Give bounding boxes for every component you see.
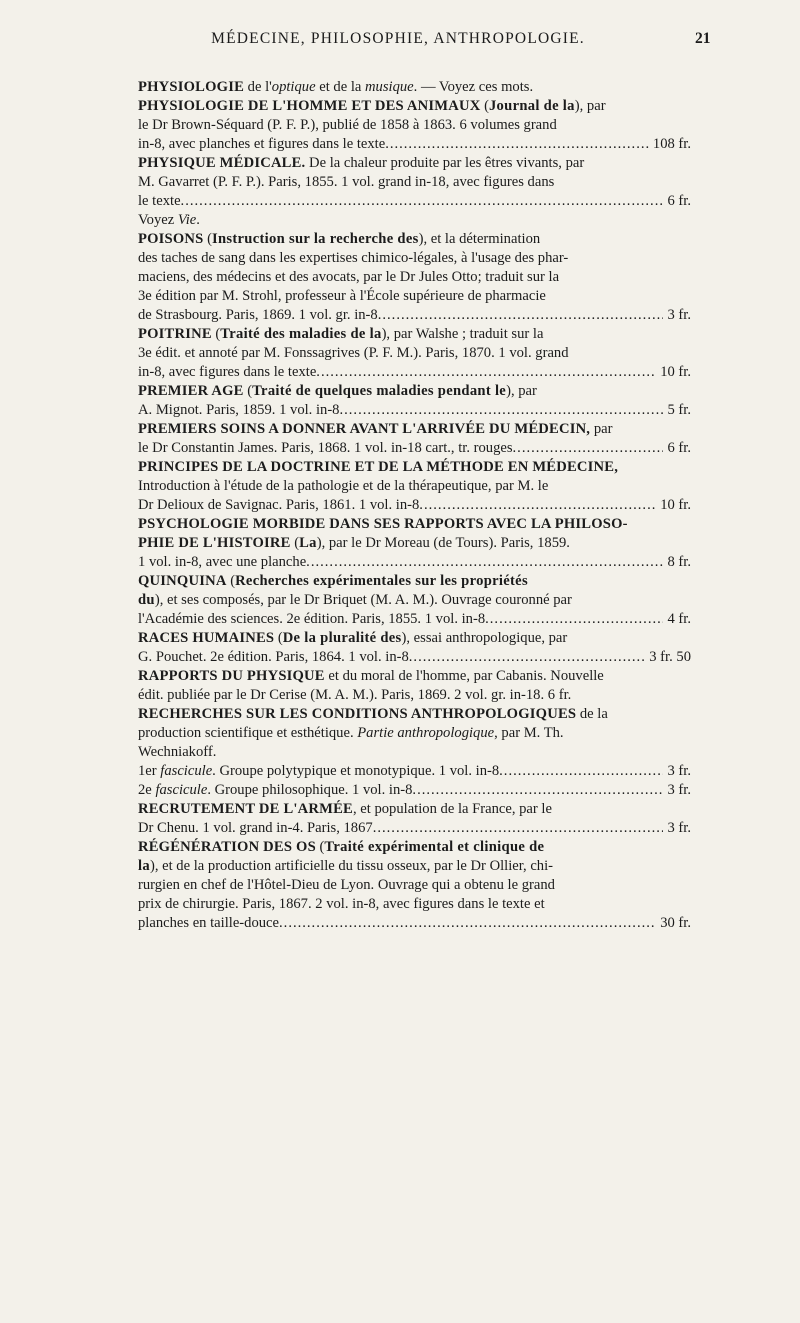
catalog-entry: RECHERCHES SUR LES CONDITIONS ANTHROPOLOGIQUES de la production scientifique et esthétique. Partie anthropologique, par M. Th. Wechniakoff. 1er fascicule. Groupe polytypique et monotypique. 1 vol. in-8 ..... 3 fr. 2e fascicule. Groupe philosophique. 1 vol. in-8 ..... 3 fr. — [138, 705, 691, 800]
catalog-entry: RAPPORTS DU PHYSIQUE et du moral de l'homme, par Cabanis. Nouvelle édit. publiée par le Dr Cerise (M. A. M.). Paris, 1869. 2 vol. gr. in-18. 6 fr. — [138, 668, 604, 703]
entry-headword: RECHERCHES SUR LES CONDITIONS ANTHROPOLOGIQUES — [138, 706, 577, 722]
entry-price: 30 fr. — [660, 915, 691, 931]
catalog-entries — [138, 78, 691, 933]
entry-price: 8 fr. — [667, 554, 691, 570]
entry-headword: PREMIER AGE — [138, 383, 244, 399]
entry-headword: PHYSIOLOGIE — [138, 79, 245, 95]
entry-headword: QUINQUINA — [138, 573, 227, 589]
entry-price: 6 fr. — [667, 193, 691, 209]
entry-headword: PRINCIPES DE LA DOCTRINE ET DE LA MÉTHODE EN MÉDECINE, — [138, 459, 619, 475]
entry-headword: RAPPORTS DU PHYSIQUE — [138, 668, 325, 684]
catalog-entry: PREMIER AGE (Traité de quelques maladies pendant le), par A. Mignot. Paris, 1859. 1 vol. in-8 ..... 5 fr. — [138, 382, 691, 420]
catalog-entry: RÉGÉNÉRATION DES OS (Traité expérimental et clinique de la), et de la production artificielle du tissu osseux, par le Dr Ollier, chi- rurgien en chef de l'Hôtel-Dieu de Lyon. Ouvrage qui a obtenu le grand prix de chirurgie. Paris, 1867. 2 vol. in-8, avec figures dans le texte et planches en taille-douce ..... 30 fr. — [138, 838, 691, 933]
entry-price: 3 fr. — [667, 307, 691, 323]
entry-price: 3 fr. 50 — [649, 649, 691, 665]
entry-price: 3 fr. — [667, 782, 691, 798]
catalog-entry: PHYSIOLOGIE de l'optique et de la musique. — Voyez ces mots. — [138, 79, 534, 95]
catalog-entry: RACES HUMAINES (De la pluralité des), essai anthropologique, par G. Pouchet. 2e édition. Paris, 1864. 1 vol. in-8 ..... 3 fr. 50 — [138, 629, 691, 667]
catalog-entry: PRINCIPES DE LA DOCTRINE ET DE LA MÉTHODE EN MÉDECINE, Introduction à l'étude de la pathologie et de la thérapeutique, par M. le Dr Delioux de Savignac. Paris, 1861. 1 vol. in-8 ..... 10 fr. — [138, 458, 691, 515]
catalog-entry: POITRINE (Traité des maladies de la), par Walshe ; traduit sur la 3e édit. et annoté par M. Fonssagrives (P. F. M.). Paris, 1870. 1 vol. grand in-8, avec figures dans le texte ..... 10 fr. — [138, 325, 691, 382]
entry-headword: POISONS — [138, 231, 204, 247]
catalog-entry: PREMIERS SOINS A DONNER AVANT L'ARRIVÉE DU MÉDECIN, par le Dr Constantin James. Paris, 1868. 1 vol. in-18 cart., tr. rouges ..... 6 fr. — [138, 420, 691, 458]
entry-headword: RÉGÉNÉRATION DES OS — [138, 839, 316, 855]
entry-headword: RECRUTEMENT DE L'ARMÉE — [138, 801, 353, 817]
catalog-entry: QUINQUINA (Recherches expérimentales sur les propriétés du), et ses composés, par le Dr Briquet (M. A. M.). Ouvrage couronné par l'Académie des sciences. 2e édition. Paris, 1855. 1 vol. in-8 ..... 4 fr. — [138, 572, 691, 629]
entry-headword: PSYCHOLOGIE MORBIDE DANS SES RAPPORTS AVEC LA PHILOSO- — [138, 516, 628, 532]
entry-price: 108 fr. — [652, 136, 691, 152]
entry-price: 6 fr. — [667, 440, 691, 456]
entry-price: 5 fr. — [667, 402, 691, 418]
catalog-entry: PSYCHOLOGIE MORBIDE DANS SES RAPPORTS AVEC LA PHILOSO- PHIE DE L'HISTOIRE (La), par le Dr Moreau (de Tours). Paris, 1859. 1 vol. in-8, avec une planche ..... 8 fr. — [138, 515, 691, 572]
page-number: 21 — [695, 30, 711, 47]
entry-headword: RACES HUMAINES — [138, 630, 275, 646]
catalog-entry: RECRUTEMENT DE L'ARMÉE, et population de la France, par le Dr Chenu. 1 vol. grand in-4. Paris, 1867 ..... 3 fr. — [138, 800, 691, 838]
entry-headword: PREMIERS SOINS A DONNER AVANT L'ARRIVÉE DU MÉDECIN, — [138, 421, 591, 437]
catalog-entry: PHYSIOLOGIE DE L'HOMME ET DES ANIMAUX (Journal de la), par le Dr Brown-Séquard (P. F. P.), publié de 1858 à 1863. 6 volumes grand in-8, avec planches et figures dans le texte ..... 108 fr. — [138, 97, 691, 154]
entry-price: 10 fr. — [660, 364, 691, 380]
catalog-entry: PHYSIQUE MÉDICALE. De la chaleur produite par les êtres vivants, par M. Gavarret (P. F. P.). Paris, 1855. 1 vol. grand in-18, avec figures dans le texte ..... 6 fr. Voyez Vie. — [138, 154, 691, 230]
entry-price: 3 fr. — [667, 763, 691, 779]
entry-headword: POITRINE — [138, 326, 212, 342]
entry-price: 3 fr. — [667, 820, 691, 836]
entry-price: 10 fr. — [660, 497, 691, 513]
running-head: MÉDECINE, PHILOSOPHIE, ANTHROPOLOGIE. — [211, 30, 585, 47]
entry-headword: PHYSIOLOGIE DE L'HOMME ET DES ANIMAUX — [138, 98, 481, 114]
entry-price: 4 fr. — [667, 611, 691, 627]
entry-headword: PHYSIQUE MÉDICALE. — [138, 155, 306, 171]
catalog-entry: POISONS (Instruction sur la recherche des), et la détermination des taches de sang dans les expertises chimico-légales, à l'usage des phar- maciens, des médecins et des avocats, par le Dr Jules Otto; traduit sur la 3e édition par M. Strohl, professeur à l'École supérieure de pharmacie de Strasbourg. Paris, 1869. 1 vol. gr. in-8 ..... 3 fr. — [138, 230, 691, 325]
